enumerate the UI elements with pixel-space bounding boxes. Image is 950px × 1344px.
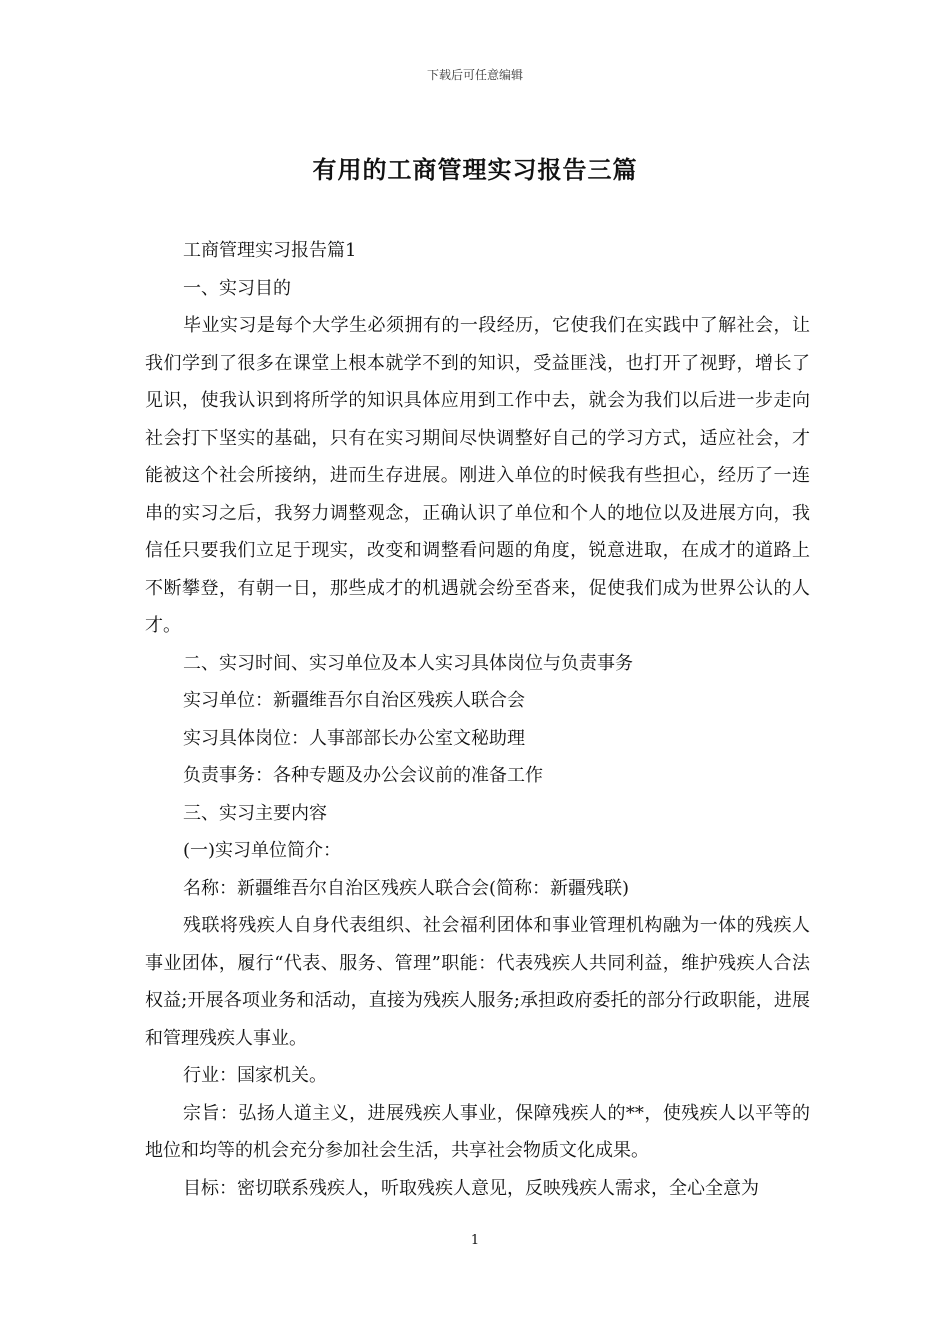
document-body <box>145 232 810 1207</box>
section-heading: 二、实习时间、实习单位及本人实习具体岗位与负责事务 <box>183 652 633 674</box>
body-line: 行业：国家机关。 <box>183 1065 327 1086</box>
page-header: 下载后可任意编辑 <box>426 68 523 82</box>
subsection-heading: (一)实习单位简介： <box>183 840 342 861</box>
body-line: 实习具体岗位：人事部部长办公室文秘助理 <box>183 727 525 749</box>
page-number: 1 <box>470 1233 480 1248</box>
body-line: 名称：新疆维吾尔自治区残疾人联合会(简称：新疆残联) <box>183 877 630 899</box>
body-paragraph: 残联将残疾人自身代表组织、社会福利团体和事业管理机构融为一体的残疾人事业团体，履行“代表、服务、管理”职能：代表残疾人共同利益，维护残疾人合法权益;开展各项业务和活动，直接为残疾人服务;承担政府委托的部分行政职能，进展和管理残疾人事业。 <box>145 915 810 1049</box>
body-paragraph: 目标：密切联系残疾人，听取残疾人意见，反映残疾人需求，全心全意为 <box>183 1177 759 1199</box>
section-heading: 一、实习目的 <box>183 277 291 299</box>
document-title: 有用的工商管理实习报告三篇 <box>312 155 638 184</box>
body-line: 实习单位：新疆维吾尔自治区残疾人联合会 <box>183 690 525 711</box>
body-line: 负责事务：各种专题及办公会议前的准备工作 <box>183 765 543 786</box>
section-heading: 工商管理实习报告篇1 <box>183 240 357 261</box>
section-heading: 三、实习主要内容 <box>183 802 327 824</box>
body-paragraph: 宗旨：弘扬人道主义，进展残疾人事业，保障残疾人的**，使残疾人以平等的地位和均等的机会充分参加社会生活，共享社会物质文化成果。 <box>145 1102 810 1161</box>
body-paragraph: 毕业实习是每个大学生必须拥有的一段经历，它使我们在实践中了解社会，让我们学到了很多在课堂上根本就学不到的知识，受益匪浅，也打开了视野，增长了见识，使我认识到将所学的知识具体应用到工作中去，就会为我们以后进一步走向社会打下坚实的基础，只有在实习期间尽快调整好自己的学习方式，适应社会，才能被这个社会所接纳，进而生存进展。刚进入单位的时候我有些担心，经历了一连串的实习之后，我努力调整观念，正确认识了单位和个人的地位以及进展方向，我信任只要我们立足于现实，改变和调整看问题的角度，锐意进取，在成才的道路上不断攀登，有朝一日，那些成才的机遇就会纷至沓来，促使我们成为世界公认的人才。 <box>145 315 810 636</box>
